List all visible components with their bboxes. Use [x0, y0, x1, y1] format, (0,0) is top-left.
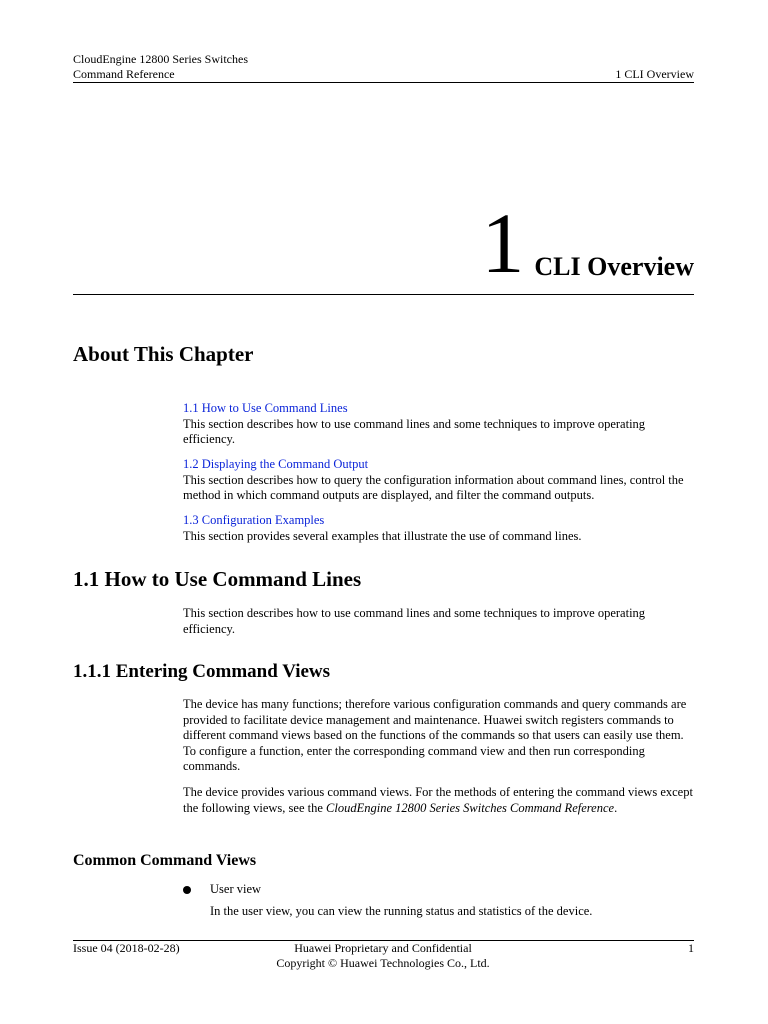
bullet-icon: [183, 886, 191, 894]
header-rule: [73, 82, 694, 83]
para2-reference: CloudEngine 12800 Series Switches Command Reference: [326, 800, 615, 815]
para2-text: The device provides various command views. For the methods of entering the command views except the following views, see the: [183, 785, 693, 815]
about-item-1: [183, 401, 695, 448]
chapter-number: 1: [481, 195, 525, 291]
section-1-1-1-para1: The device has many functions; therefore various configuration commands and query commands are provided to facilitate device management and maintenance. Huawei switch registers commands to different command views based on the functions of the commands so that users can easily use them. To configure a function, enter the corresponding command view and then run corresponding commands.: [183, 697, 687, 773]
section-1-1-text: This section describes how to use command lines and some techniques to improve operating efficiency.: [183, 606, 646, 636]
para2-end: .: [614, 800, 618, 815]
about-item-2: [183, 457, 695, 504]
link-configuration-examples[interactable]: 1.3 Configuration Examples: [183, 513, 325, 527]
about-heading: About This Chapter: [73, 342, 254, 366]
chapter-title: CLI Overview: [534, 252, 694, 281]
header-chapter: 1 CLI Overview: [615, 67, 694, 81]
footer-proprietary: Huawei Proprietary and Confidential: [294, 941, 472, 955]
about-item-1-desc: This section describes how to use command lines and some techniques to improve operating efficiency.: [183, 416, 646, 446]
about-item-3-desc: This section provides several examples that illustrate the use of command lines.: [183, 528, 582, 543]
header-doc-type: Command Reference: [73, 67, 175, 81]
link-displaying-command-output[interactable]: 1.2 Displaying the Command Output: [183, 457, 369, 471]
section-1-1-1-para2: [183, 785, 695, 816]
about-item-2-desc: This section describes how to query the configuration information about command lines, control the method in which command outputs are displayed, and filter the command outputs.: [183, 472, 684, 502]
section-1-1-1-heading: 1.1.1 Entering Command Views: [73, 661, 331, 682]
chapter-heading: [481, 195, 694, 291]
about-item-3: [183, 513, 695, 544]
common-views-heading: Common Command Views: [73, 852, 257, 869]
header-product: CloudEngine 12800 Series Switches: [73, 52, 248, 66]
footer-issue: Issue 04 (2018-02-28): [73, 941, 180, 955]
user-view-desc: In the user view, you can view the running status and statistics of the device.: [210, 904, 593, 918]
footer-page-number: 1: [688, 941, 694, 955]
chapter-rule: [73, 294, 694, 295]
section-1-1-heading: 1.1 How to Use Command Lines: [73, 567, 362, 591]
link-how-to-use-command-lines[interactable]: 1.1 How to Use Command Lines: [183, 401, 348, 415]
bullet-user-view: User view: [210, 882, 262, 896]
footer-copyright: Copyright © Huawei Technologies Co., Ltd.: [276, 956, 490, 970]
